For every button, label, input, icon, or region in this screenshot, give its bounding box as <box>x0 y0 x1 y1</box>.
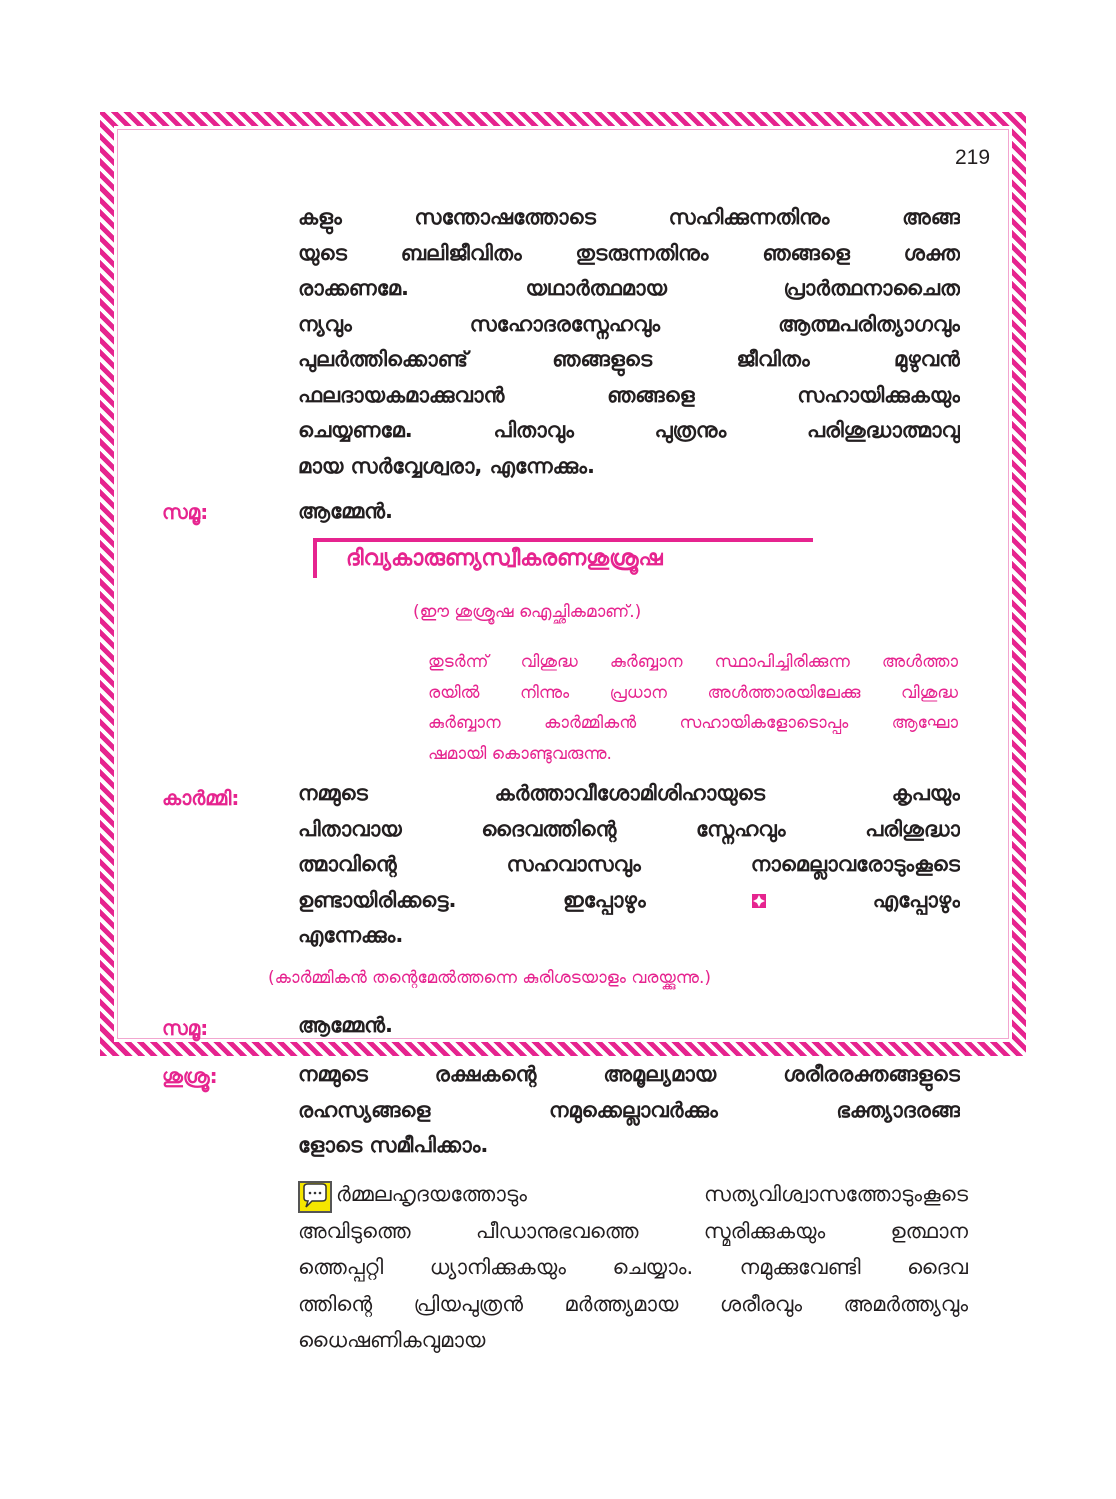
prayer-line: യുടെ ബലിജീവിതം തുടരുന്നതിനും ഞങ്ങളെ ശക്ത <box>298 240 960 265</box>
priest-line: നമ്മുടെ കർത്താവീശോമിശിഹായുടെ കൃപയും <box>298 781 960 805</box>
prayer-line: പുലർത്തിക്കൊണ്ട് ഞങ്ങളുടെ ജീവിതം മുഴുവൻ <box>298 347 960 371</box>
priest-line: പിതാവായ ദൈവത്തിന്റെ സ്നേഹവും പരിശുദ്ധാ <box>298 816 960 841</box>
deacon-line: നമ്മുടെ രക്ഷകന്റെ അമൂല്യമായ ശരീരരക്തങ്ങളുടെ <box>298 1062 960 1086</box>
priest-line: ത്മാവിന്റെ സഹവാസവും നാമെല്ലാവരോടുംകൂടെ <box>298 852 960 876</box>
rubric-paragraph <box>428 647 958 769</box>
speaker-label: ശുശ്രൂ: <box>162 1064 218 1088</box>
rubric-line: ഷമായി കൊണ്ടുവരുന്നു. <box>428 743 612 764</box>
final-line: ത്തിന്റെ പ്രിയപുത്രൻ മർത്ത്യമായ ശരീരവും അമർത്ത്യവും <box>298 1291 968 1316</box>
prayer-line: കളും സന്തോഷത്തോടെ സഹിക്കുന്നതിനും അങ്ങ <box>298 205 960 229</box>
final-line: ത്തെപ്പറ്റി ധ്യാനിക്കുകയും ചെയ്യാം. നമുക്കുവേണ്ടി ദൈവ <box>298 1255 968 1279</box>
speaker-label: സമൂ: <box>162 500 209 524</box>
speaker-label: കാർമ്മി: <box>162 786 240 810</box>
priest-line: എന്നേക്കും. <box>298 923 404 947</box>
final-line: അവിടുത്തെ പീഡാനുഭവത്തെ സ്മരിക്കുകയും ഉത്ഥാന <box>298 1218 968 1243</box>
rubric-note: (കാർമ്മികൻ തന്റെമേൽത്തന്നെ കുരിശടയാളം വരയ്ക്കുന്നു.) <box>268 968 711 988</box>
rubric-line: കുർബ്ബാന കാർമ്മികൻ സഹായികളോടൊപ്പം ആഘോ <box>428 713 958 733</box>
rubric-line: രയിൽ നിന്നും പ്രധാന അൾത്താരയിലേക്കു വിശുദ്ധ <box>428 682 958 703</box>
priest-paragraph <box>298 776 960 954</box>
page-number: 219 <box>955 146 991 169</box>
deacon-line: ളോടെ സമീപിക്കാം. <box>298 1133 489 1157</box>
optional-note: (ഈ ശുശ്രൂഷ ഐച്ഛികമാണ്.) <box>413 602 642 622</box>
response-text: ആമ്മേൻ. <box>298 499 394 523</box>
final-line: ർമ്മലഹൃദയത്തോടും സത്യവിശ്വാസത്തോടുംകൂടെ <box>336 1182 968 1206</box>
cross-icon <box>752 894 766 908</box>
priest-line <box>298 883 960 919</box>
prayer-paragraph <box>298 200 960 484</box>
prayer-line: ന്യവും സഹോദരസ്നേഹവും ആത്മപരിത്യാഗവും <box>298 311 960 336</box>
speech-bubble-icon <box>300 1183 330 1211</box>
final-line: ധൈഷണികവുമായ <box>298 1328 486 1352</box>
deacon-line: രഹസ്യങ്ങളെ നമുക്കെല്ലാവർക്കും ഭക്ത്യാദരങ്ങ <box>298 1097 960 1122</box>
prayer-line: രാക്കണമേ. യഥാർത്ഥമായ പ്രാർത്ഥനാചൈത <box>298 276 960 300</box>
prayer-line: ഫലദായകമാക്കുവാൻ ഞങ്ങളെ സഹായിക്കുകയും <box>298 382 960 407</box>
speaker-label: സമൂ: <box>162 1016 209 1040</box>
comment-icon[interactable] <box>298 1181 332 1213</box>
prayer-line: മായ സർവ്വേശ്വരാ, എന്നേക്കും. <box>298 453 595 478</box>
priest-line-part: ഉണ്ടായിരിക്കട്ടെ. ഇപ്പോഴും <box>298 887 646 912</box>
section-heading: ദിവ്യകാരുണ്യസ്വീകരണശുശ്രൂഷ <box>346 546 663 571</box>
final-paragraph <box>298 1176 968 1359</box>
deacon-paragraph <box>298 1057 960 1164</box>
rubric-line: തുടർന്ന് വിശുദ്ധ കുർബ്ബാന സ്ഥാപിച്ചിരിക്കുന്ന അൾത്താ <box>428 652 958 672</box>
prayer-line: ചെയ്യണമേ. പിതാവും പുത്രനും പരിശുദ്ധാത്മാവു <box>298 418 960 442</box>
response-text: ആമ്മേൻ. <box>298 1013 394 1037</box>
priest-line-part: എപ്പോഴും <box>872 887 960 912</box>
